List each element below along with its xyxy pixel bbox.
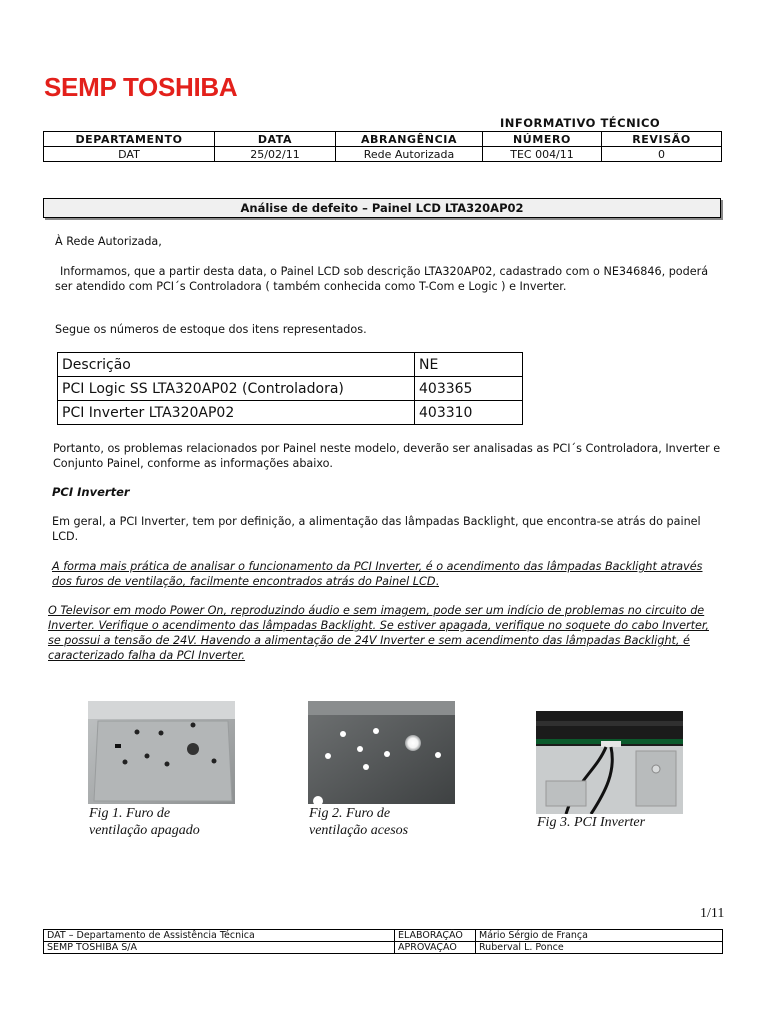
figure-3-photo xyxy=(536,711,683,814)
stock-table xyxy=(57,352,523,425)
stock-header-descricao: Descrição xyxy=(58,353,415,377)
section-title: PCI Inverter xyxy=(52,485,130,499)
footer-company: SEMP TOSHIBA S/A xyxy=(44,942,395,954)
header-col-departamento: DEPARTAMENTO xyxy=(44,132,215,147)
header-col-revisao: REVISÃO xyxy=(602,132,722,147)
header-col-abrangencia: ABRANGÊNCIA xyxy=(336,132,483,147)
stock-cell: 403365 xyxy=(415,377,523,401)
stock-intro: Segue os números de estoque dos itens representados. xyxy=(55,323,367,336)
subject-bar: Análise de defeito – Painel LCD LTA320AP02 xyxy=(43,198,721,218)
stock-header-ne: NE xyxy=(415,353,523,377)
stock-table-header xyxy=(58,353,523,377)
footer-label-elaboracao: ELABORAÇÃO xyxy=(395,930,476,942)
intro-paragraph: Informamos, que a partir desta data, o Painel LCD sob descrição LTA320AP02, cadastrado com o NE346846, poderá ser atendido com PCI´s Controladora ( também conhecida como T-Com e Logic ) e Inverter. xyxy=(55,265,709,293)
table-row xyxy=(58,377,523,401)
footer-department: DAT – Departamento de Assistência Técnica xyxy=(44,930,395,942)
header-val-abrangencia: Rede Autorizada xyxy=(336,147,483,162)
header-val-departamento: DAT xyxy=(44,147,215,162)
header-val-data: 25/02/11 xyxy=(215,147,336,162)
footer-aprovacao-name: Ruberval L. Ponce xyxy=(476,942,723,954)
note-paragraph-2: O Televisor em modo Power On, reproduzindo áudio e sem imagem, pode ser um indício de problemas no circuito de Inverter. Verifique o acendimento das lâmpadas Backlight. Se estiver apagada, verifique no soquete do cabo Inverter, se possui a tensão de 24V. Havendo a alimentação de 24V Inverter e sem acendimento das lâmpadas Backlight, é caracterizado falha da PCI Inverter. xyxy=(48,604,709,662)
figure-1-caption: Fig 1. Furo de ventilação apagado xyxy=(89,806,200,838)
stock-cell: PCI Inverter LTA320AP02 xyxy=(58,401,415,425)
figure-2-caption: Fig 2. Furo de ventilação acesos xyxy=(309,806,409,838)
header-table xyxy=(43,131,722,162)
figure-2-photo xyxy=(308,701,455,804)
table-row xyxy=(58,401,523,425)
page-number: 1/11 xyxy=(700,906,725,921)
table-row xyxy=(44,930,723,942)
footer-label-aprovacao: APROVAÇÃO xyxy=(395,942,476,954)
header-val-numero: TEC 004/11 xyxy=(483,147,602,162)
portanto-paragraph: Portanto, os problemas relacionados por Painel neste modelo, deverão ser analisadas as PCI´s Controladora, Inverter e Conjunto Painel, conforme as informações abaixo. xyxy=(53,442,721,470)
stock-cell: PCI Logic SS LTA320AP02 (Controladora) xyxy=(58,377,415,401)
header-val-revisao: 0 xyxy=(602,147,722,162)
general-paragraph: Em geral, a PCI Inverter, tem por definição, a alimentação das lâmpadas Backlight, que encontra-se atrás do painel LCD. xyxy=(52,515,701,543)
doc-type-title: INFORMATIVO TÉCNICO xyxy=(500,116,661,130)
table-row xyxy=(44,942,723,954)
footer-table xyxy=(43,929,723,954)
note-paragraph-1: A forma mais prática de analisar o funcionamento da PCI Inverter, é o acendimento das lâmpadas Backlight através dos furos de ventilação, facilmente encontrados atrás do Painel LCD. xyxy=(52,560,703,588)
header-col-numero: NÚMERO xyxy=(483,132,602,147)
stock-cell: 403310 xyxy=(415,401,523,425)
greeting: À Rede Autorizada, xyxy=(55,235,162,248)
figure-3-caption: Fig 3. PCI Inverter xyxy=(537,815,646,830)
footer-elaboracao-name: Mário Sérgio de França xyxy=(476,930,723,942)
header-col-data: DATA xyxy=(215,132,336,147)
figure-1-photo xyxy=(88,701,235,804)
company-logo: SEMP TOSHIBA xyxy=(44,72,238,102)
